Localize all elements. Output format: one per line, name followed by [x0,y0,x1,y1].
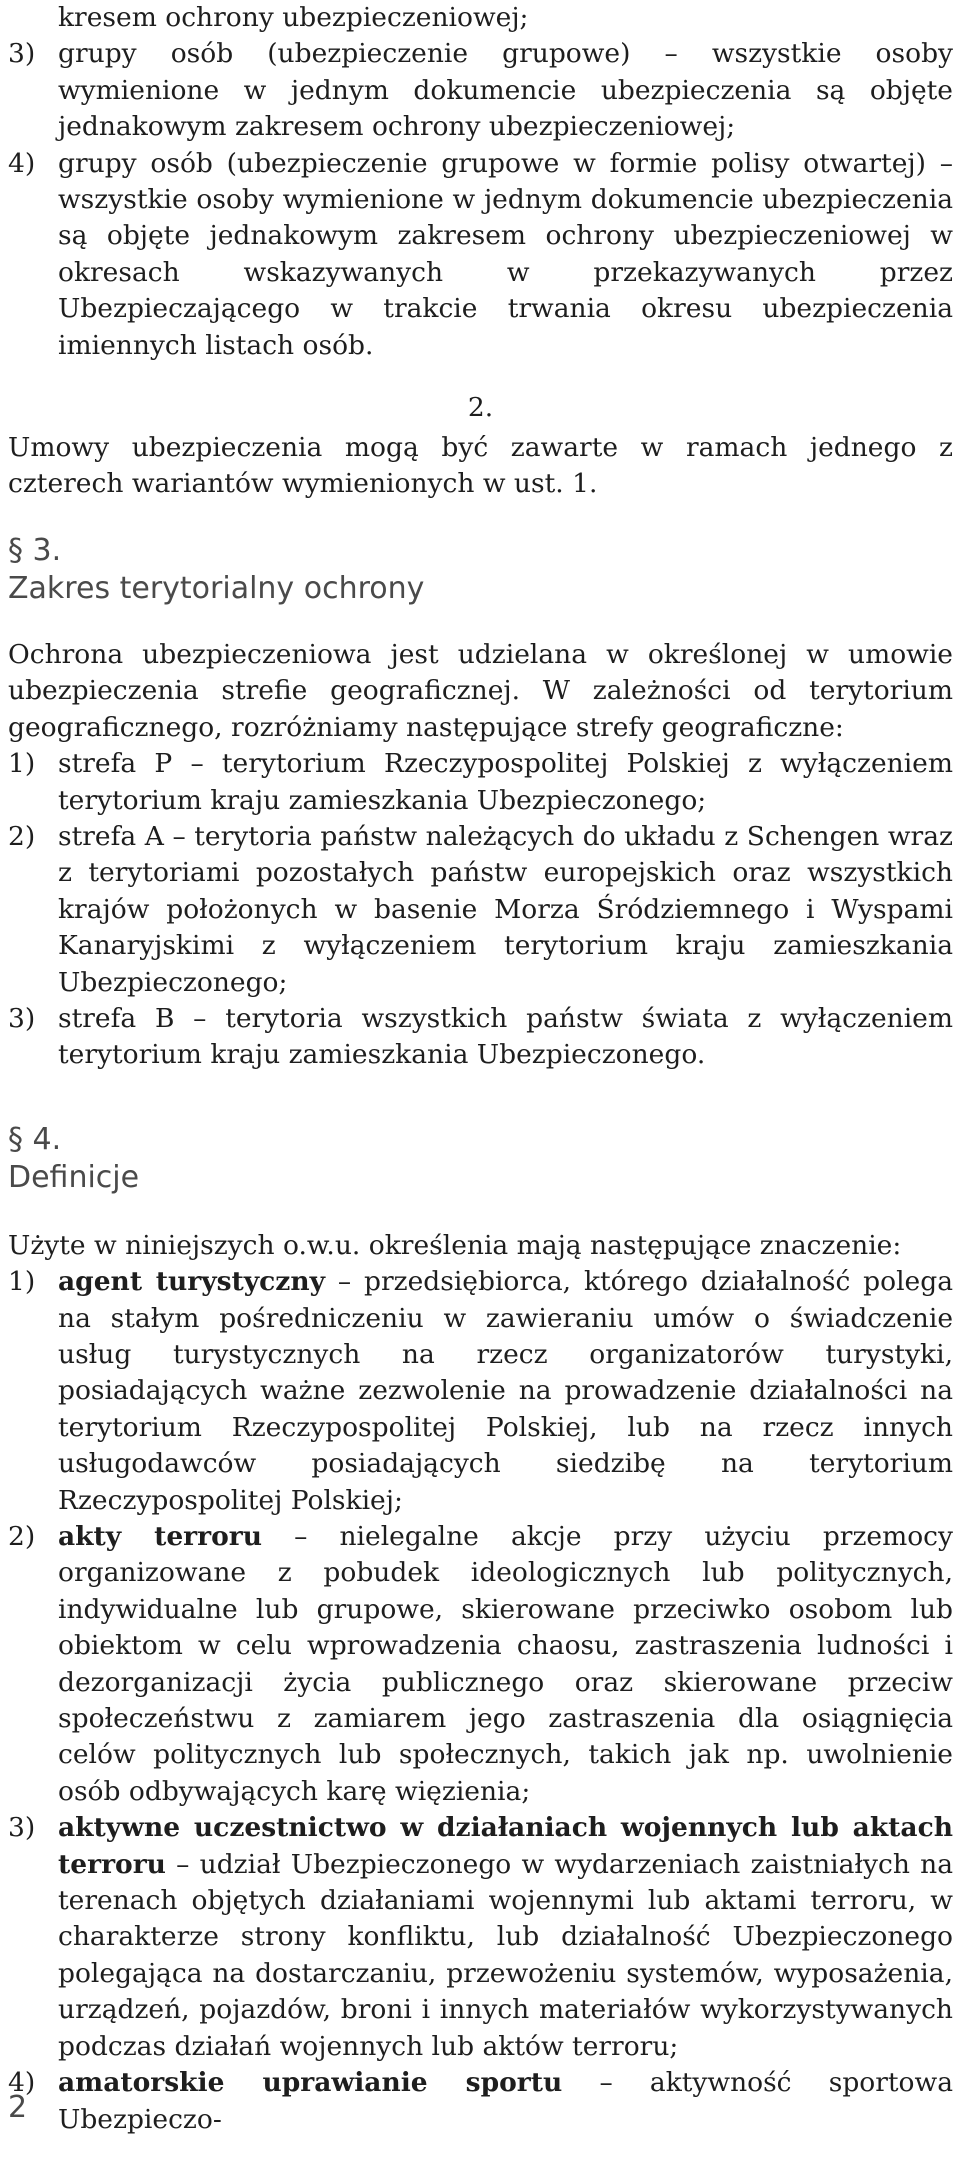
definition-item [8,1264,953,1519]
list-item-number: 2) [8,820,36,852]
list-item-number: 2) [8,1521,36,1552]
zones-list [8,746,953,1074]
list-item-number: 1) [8,1266,36,1298]
section-4 [8,1122,953,2138]
list-continuation: kresem ochrony ubezpieczeniowej; [58,2,529,33]
list-item [8,746,953,819]
definition-term: agent turystyczny [58,1266,326,1298]
list-item [8,819,953,1001]
section-intro: Ochrona ubezpieczeniowa jest udzielana w określonej w umowie ubezpieczenia strefie geograficznej. W zależności od terytorium geograficznego, rozróżniamy następujące strefy geograficzne: [8,638,953,743]
list-item [8,36,953,145]
list-item-number: 3) [8,1812,36,1844]
definition-text: – udział Ubezpieczonego w wydarzeniach zaistniałych na terenach objętych działaniami wojennymi lub aktami terroru, w charakterze strony konfliktu, lub działalność Ubezpieczonego polegająca na dostarczaniu, przewożeniu systemów, wyposażenia, urządzeń, pojazdów, broni i innych materiałów wykorzystywanych podczas działań wojennych lub aktów terroru; [58,1848,953,2062]
list-item-text: grupy osób (ubezpieczenie grupowe w formie polisy otwartej) – wszystkie osoby wymienione w jednym dokumencie ubezpieczenia są objęte jednakowym zakresem ochrony ubezpieczeniowej w okresach wskazywanych w przekazywanych przez Ubezpieczającego w trakcie trwania okresu ubezpieczenia imiennych listach osób. [58,147,953,361]
definition-item [8,2065,953,2138]
definition-term: amatorskie uprawianie sportu [58,2067,563,2099]
definition-term: aktywne uczestnictwo w działaniach wojennych lub aktach terroru [58,1812,953,1880]
definitions-list [8,1264,953,2138]
definition-item [8,1519,953,1810]
section-3 [8,533,953,1074]
definition-item [8,1810,953,2065]
definition-term: akty terroru [58,1521,263,1552]
section-number: § 4. [8,1121,62,1157]
list-item-text: grupy osób (ubezpieczenie grupowe) – wszystkie osoby wymienione w jednym dokumencie ubezpieczenia są objęte jednakowym zakresem ochrony ubezpieczeniowej; [58,38,953,143]
list-item [8,1001,953,1074]
list-item-text: strefa P – terytorium Rzeczypospolitej Polskiej z wyłączeniem terytorium kraju zamieszkania Ubezpieczonego; [58,748,953,816]
list-item-text: strefa B – terytoria wszystkich państw świata z wyłączeniem terytorium kraju zamieszkania Ubezpieczonego. [58,1002,953,1071]
list-item-number: 4) [8,2067,36,2099]
definition-text: – przedsiębiorca, którego działalność polega na stałym pośredniczeniu w zawieraniu umów o świadczenie usług turystycznych na rzecz organizatorów turystyki, posiadających ważne zezwolenie na prowadzenie działalności na terytorium Rzeczypospolitej Polskiej, lub na rzecz innych usługodawców posiadających siedzibę na terytorium Rzeczypospolitej Polskiej; [58,1266,953,1516]
definition-text: – aktywność sportowa Ubezpieczo- [58,2067,953,2135]
list-item [8,146,953,364]
page-number: 2 [8,2090,28,2125]
section-title: Definicje [8,1159,140,1195]
definition-text: – nielegalne akcje przy użyciu przemocy organizowane z pobudek ideologicznych lub politycznych, indywidualne lub grupowe, skierowane przeciwko osobom lub obiektom w celu wprowadzenia chaosu, zastraszenia ludności i dezorganizacji życia publicznego oraz skierowane przeciw społeczeństwu z zamiarem jego zastraszenia dla osiągnięcia celów politycznych lub społecznych, takich jak np. uwolnienie osób odbywających karę więzienia; [58,1521,953,1807]
section-intro: Użyte w niniejszych o.w.u. określenia mają następujące znaczenie: [8,1229,902,1261]
paragraph-number: 2. [467,392,494,424]
list-item-number: 3) [8,38,36,70]
section-number: § 3. [8,532,62,568]
section-title: Zakres terytorialny ochrony [8,570,425,606]
list-item-number: 4) [8,147,36,179]
paragraph-text: Umowy ubezpieczenia mogą być zawarte w ramach jednego z czterech wariantów wymienionych w ust. 1. [8,432,953,500]
document-page [8,0,953,2138]
list-item-text: strefa A – terytoria państw należących do układu z Schengen wraz z terytoriami pozostałych państw europejskich oraz wszystkich krajów położonych w basenie Morza Śródziemnego i Wyspami Kanaryjskimi z wyłączeniem terytorium kraju zamieszkania Ubezpieczonego; [58,820,953,998]
list-item-number: 3) [8,1002,36,1034]
insurance-variants-list [8,36,953,364]
list-item-number: 1) [8,748,36,780]
